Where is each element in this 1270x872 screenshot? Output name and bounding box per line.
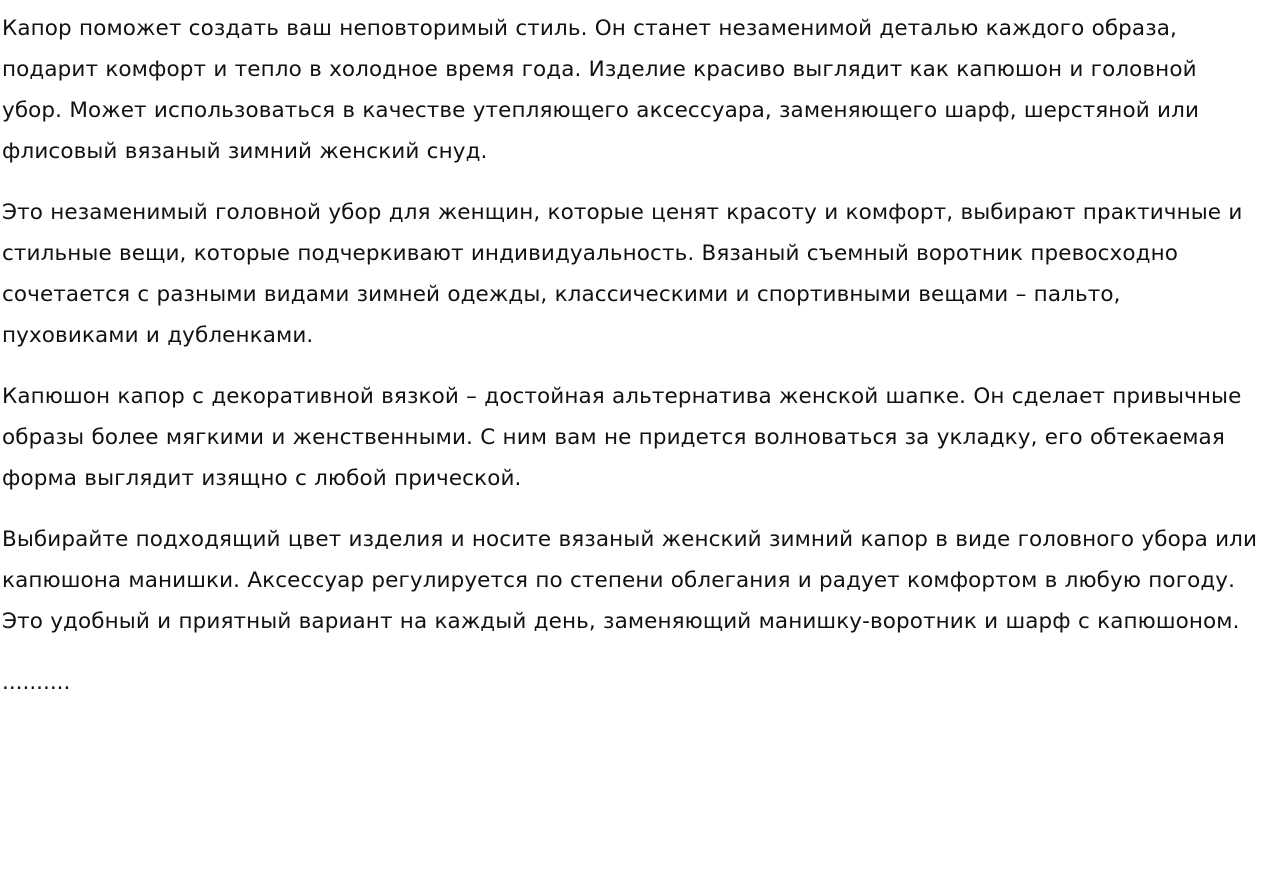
paragraph-4: Выбирайте подходящий цвет изделия и носите вязаный женский зимний капор в виде головного убора или капюшона манишки. Аксессуар регулируется по степени облегания и радует комфортом в любую погоду. Это удобный и приятный вариант на каждый день, заменяющий манишку-воротник и шарф с капюшоном. xyxy=(2,527,1258,634)
trailing-ellipsis: .......... xyxy=(2,670,71,695)
paragraph-1: Капор поможет создать ваш неповторимый стиль. Он станет незаменимой деталью каждого образа, подарит комфорт и тепло в холодное время года. Изделие красиво выглядит как капюшон и головной убор. Может использоваться в качестве утепляющего аксессуара, заменяющего шарф, шерстяной или флисовый вязаный зимний женский снуд. xyxy=(2,16,1200,164)
paragraph-2: Это незаменимый головной убор для женщин, которые ценят красоту и комфорт, выбирают практичные и стильные вещи, которые подчеркивают индивидуальность. Вязаный съемный воротник превосходно сочетается с разными видами зимней одежды, классическими и спортивными вещами – пальто, пуховиками и дубленками. xyxy=(2,200,1243,348)
paragraph-3: Капюшон капор с декоративной вязкой – достойная альтернатива женской шапке. Он сделает привычные образы более мягкими и женственными. С ним вам не придется волноваться за укладку, его обтекаемая форма выглядит изящно с любой прической. xyxy=(2,384,1242,491)
